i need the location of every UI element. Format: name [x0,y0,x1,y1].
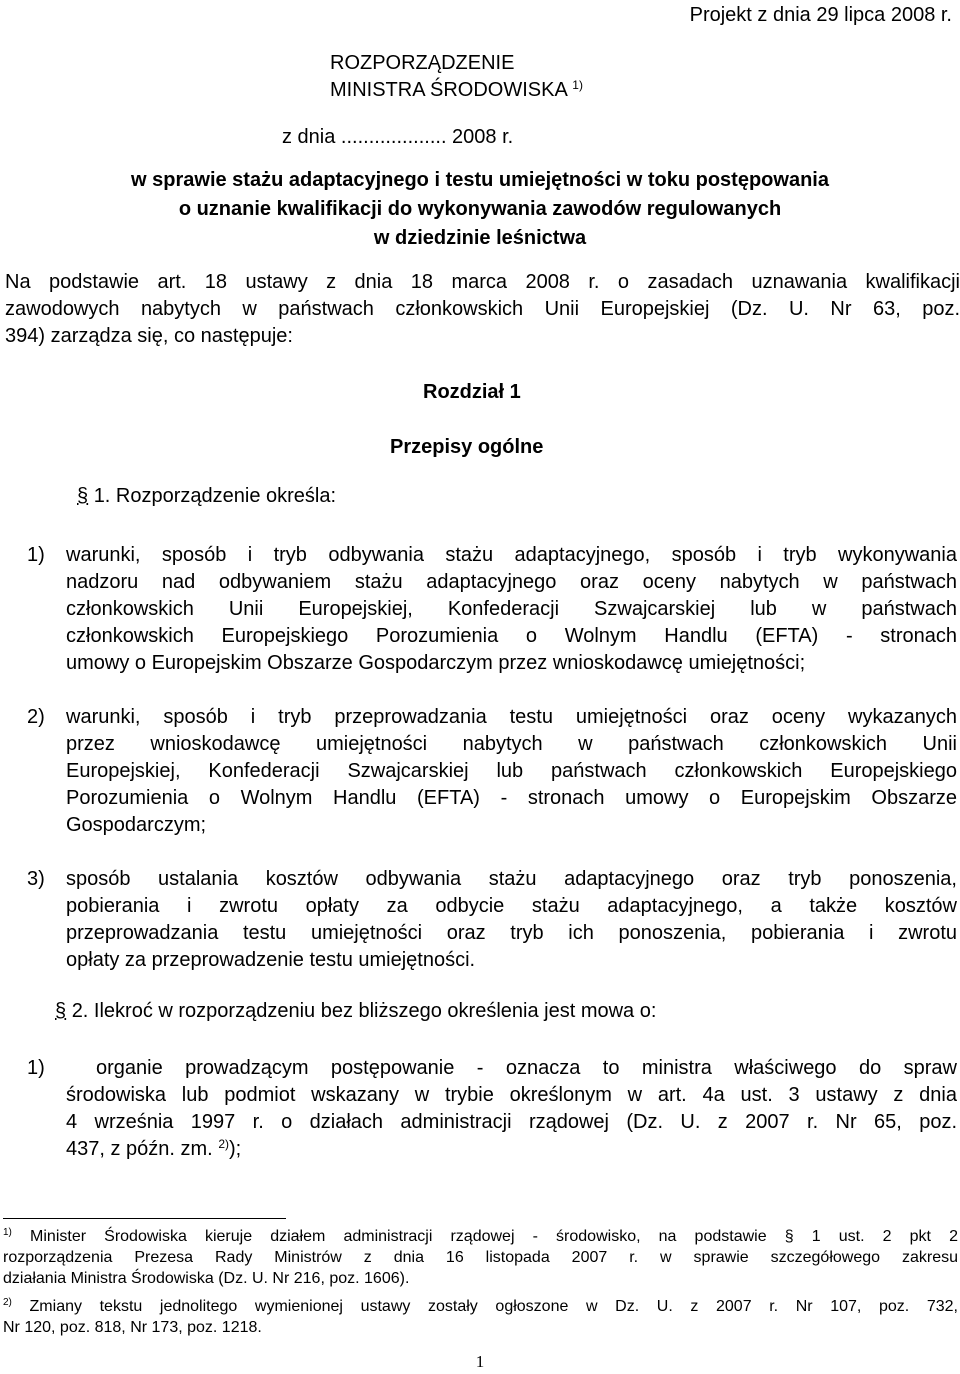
item-line: środowiska lub podmiot wskazany w trybie określonym w art. 4a ust. 3 ustawy z dnia [66,1084,957,1106]
footnote-line: Nr 120, poz. 818, Nr 173, poz. 1218. [3,1319,262,1336]
title-line: w sprawie stażu adaptacyjnego i testu umiejętności w toku postępowania [131,169,829,191]
footnote-line [3,1296,958,1317]
heading-ministry: MINISTRA ŚRODOWISKA [330,79,567,101]
intro-line: 394) zarządza się, co następuje: [5,325,293,347]
item-line: opłaty za przeprowadzenie testu umiejętności. [66,949,476,971]
footnote-ref-1: 1) [572,78,583,92]
intro-line: Na podstawie art. 18 ustawy z dnia 18 marca 2008 r. o zasadach uznawania kwalifikacji [5,271,960,293]
item-line: nadzoru nad odbywaniem stażu adaptacyjnego oraz oceny nabytych w państwach [66,571,957,593]
item-line-text: 437, z późn. zm. [66,1138,213,1160]
footnote-marker: 2) [3,1297,12,1308]
legal-basis-paragraph [5,269,960,350]
regulation-date: z dnia ................... 2008 r. [282,126,514,148]
item-line: organie prowadzącym postępowanie - oznacza to ministra właściwego do spraw [96,1057,957,1079]
heading-line-1: ROZPORZĄDZENIE [330,52,515,74]
item-number: 2) [27,706,45,728]
footnote-text: Zmiany tekstu jednolitego wymienionej ustawy zostały ogłoszone w Dz. U. z 2007 r. Nr 107, poz. 732, [29,1298,958,1315]
item-number: 1) [27,1057,45,1079]
heading-line-2 [330,77,583,104]
chapter-number: Rozdział 1 [423,381,521,403]
footnote-text: Minister Środowiska kieruje działem administracji rządowej - środowisko, na podstawie § 1 ust. 2 pkt 2 [30,1228,958,1245]
item-line: warunki, sposób i tryb odbywania stażu adaptacyjnego, sposób i tryb wykonywania [66,544,957,566]
item-line: przeprowadzania testu umiejętności oraz tryb ich ponoszenia, pobierania i zwrotu [66,922,957,944]
section-2-lead [55,1000,656,1023]
item-number: 3) [27,868,45,890]
item-line: 4 września 1997 r. o działach administracji rządowej (Dz. U. z 2007 r. Nr 65, poz. [66,1111,957,1133]
section-1-text: 1. Rozporządzenie określa: [93,485,337,507]
item-line: Porozumienia o Wolnym Handlu (EFTA) - stronach umowy o Europejskim Obszarze [66,787,957,809]
section-1-lead [77,485,336,508]
intro-line: zawodowych nabytych w państwach członkowskich Unii Europejskiej (Dz. U. Nr 63, poz. [5,298,960,320]
footnote-separator [3,1218,286,1219]
item-line: przez wnioskodawcę umiejętności nabytych w państwach członkowskich Unii [66,733,957,755]
list-item [27,866,957,974]
item-line: członkowskich Unii Europejskiej, Konfederacji Szwajcarskiej lub w państwach [66,598,957,620]
footnote-line: działania Ministra Środowiska (Dz. U. Nr 216, poz. 1606). [3,1270,410,1287]
footnote-marker: 1) [3,1227,12,1238]
section-2-text: 2. Ilekroć w rozporządzeniu bez bliższego określenia jest mowa o: [71,1000,657,1022]
section-sign: § [55,1000,67,1022]
title-line: w dziedzinie leśnictwa [373,227,587,249]
list-item [27,704,957,839]
footnote-2 [3,1296,958,1338]
list-item [27,542,957,677]
list-item [27,1055,957,1163]
item-line: pobierania i zwrotu opłaty za odbycie stażu adaptacyjnego, a także kosztów [66,895,957,917]
item-line: warunki, sposób i tryb przeprowadzania testu umiejętności oraz oceny wykazanych [66,706,957,728]
item-line [66,1136,957,1163]
page-number: 1 [475,1352,485,1371]
item-line: Europejskiej, Konfederacji Szwajcarskiej lub państwach członkowskich Europejskiego [66,760,957,782]
item-tail: ); [228,1138,242,1160]
footnote-line [3,1226,958,1247]
item-line: członkowskich Europejskiego Porozumienia o Wolnym Handlu (EFTA) - stronach [66,625,957,647]
draft-date-note: Projekt z dnia 29 lipca 2008 r. [689,4,952,26]
item-line: sposób ustalania kosztów odbywania stażu adaptacyjnego oraz tryb ponoszenia, [66,868,957,890]
footnote-ref-2: 2) [218,1137,229,1151]
section-sign: § [77,485,89,507]
item-line: Gospodarczym; [66,814,207,836]
chapter-title: Przepisy ogólne [390,436,544,458]
footnote-1 [3,1226,958,1289]
item-number: 1) [27,544,45,566]
item-line: umowy o Europejskim Obszarze Gospodarczym przez wnioskodawcę umiejętności; [66,652,806,674]
regulation-title [0,166,960,253]
title-line: o uznanie kwalifikacji do wykonywania zawodów regulowanych [178,198,782,220]
footnote-line: rozporządzenia Prezesa Rady Ministrów z dnia 16 listopada 2007 r. w sprawie szczegółowego zakresu [3,1249,958,1266]
regulation-heading [330,50,583,104]
